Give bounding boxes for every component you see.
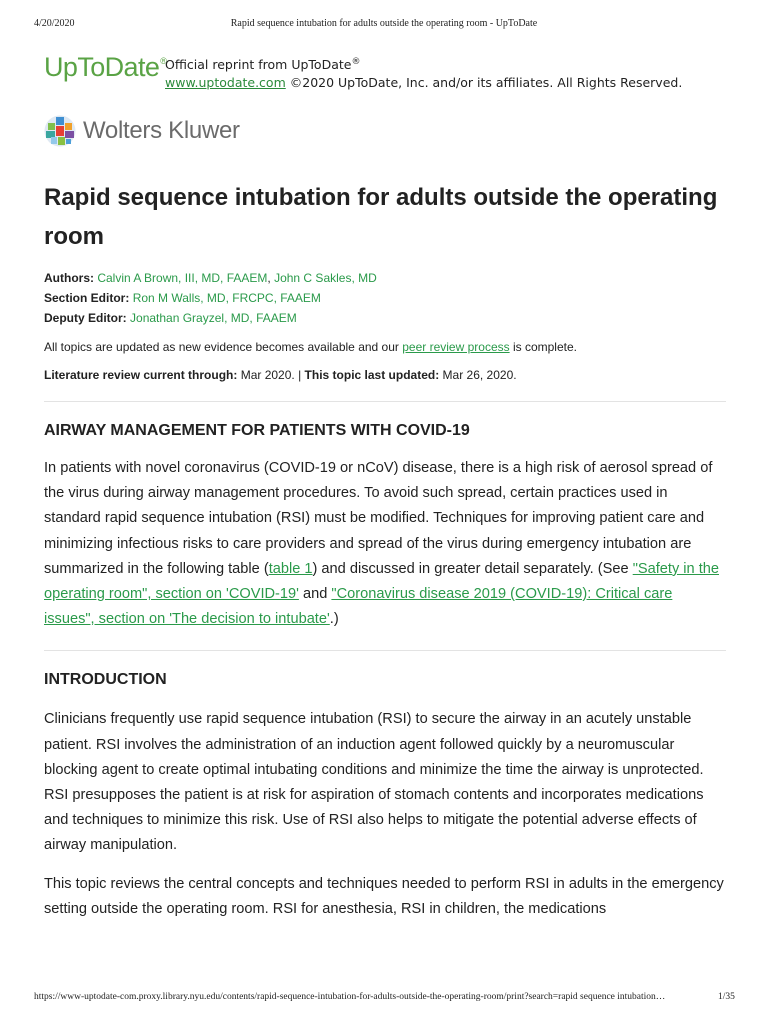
authors-label: Authors: xyxy=(44,271,94,285)
author-link[interactable]: Calvin A Brown, III, MD, FAAEM xyxy=(97,271,268,285)
safety-or-link[interactable]: "Safety in the operating room", section on 'COVID-19' xyxy=(44,560,719,603)
section-editor-label: Section Editor: xyxy=(44,291,130,305)
section-editor-row xyxy=(44,288,726,308)
print-footer xyxy=(0,992,768,1006)
print-url: https://www-uptodate-com.proxy.library.nyu.edu/contents/rapid-sequence-intubation-for-adults-outside-the-operating-room/print?search=rapid sequence intubation… xyxy=(34,992,666,1002)
print-page-title: Rapid sequence intubation for adults outside the operating room - UpToDate xyxy=(230,18,538,29)
section-heading-introduction: INTRODUCTION xyxy=(44,671,167,689)
table-1-link[interactable]: table 1 xyxy=(268,560,313,577)
covid-paragraph xyxy=(44,456,726,632)
divider xyxy=(44,401,726,402)
authors-row: Authors: Calvin A Brown, III, MD, FAAEM, John C Sakles, MD xyxy=(44,271,377,285)
article-credits xyxy=(44,268,726,328)
covid-critical-care-link[interactable]: "Coronavirus disease 2019 (COVID-19): Critical care issues", section on 'The decision to intubate' xyxy=(44,586,673,628)
covid-text: ) and discussed in greater detail separately. (See xyxy=(312,560,633,577)
deputy-editor-link[interactable]: Jonathan Grayzel, MD, FAAEM xyxy=(130,311,297,325)
update-note xyxy=(44,337,726,357)
intro-paragraph: Clinicians frequently use rapid sequence intubation (RSI) to secure the airway in an acutely unstable patient. RSI involves the administration of an induction agent followed quickly by a neuromuscular blocking agent to create optimal intubating conditions and minimize the time the airway is unprotected. RSI presupposes the patient is at risk for aspiration of stomach contents and incorporates medications and techniques to minimize this risk. Use of RSI also helps to mitigate the potential adverse effects of airway manipulation. xyxy=(44,711,704,854)
update-note-text: All topics are updated as new evidence becomes available and our xyxy=(44,340,403,354)
copyright-text: ©2020 UpToDate, Inc. and/or its affiliates. All Rights Reserved. xyxy=(285,75,683,91)
last-updated-value: Mar 26, 2020. xyxy=(439,368,517,382)
peer-review-link[interactable]: peer review process xyxy=(402,340,510,354)
uptodate-site-link[interactable]: www.uptodate.com xyxy=(165,75,286,91)
covid-text: and xyxy=(298,586,332,603)
update-note-tail: is complete. xyxy=(509,340,577,354)
deputy-editor-row xyxy=(44,308,726,328)
reprint-mark: ® xyxy=(351,57,361,67)
article xyxy=(44,178,726,922)
author-link[interactable]: John C Sakles, MD xyxy=(274,271,377,285)
reprint-notice xyxy=(165,53,682,92)
last-updated-label: This topic last updated: xyxy=(304,368,440,382)
lit-review-label: Literature review current through: xyxy=(44,368,238,382)
divider xyxy=(44,650,726,651)
print-date: 4/20/2020 xyxy=(34,18,75,29)
covid-text: In patients with novel coronavirus (COVID-19 or nCoV) disease, there is a high risk of aerosol spread of the virus during airway management procedures. To avoid such spread, certain practices used in standard rapid sequence intubation (RSI) must be modified. Techniques for improving patient care and minimizing infectious risks to care providers and spread of the virus during emergency intubation are summarized in the following table ( xyxy=(44,460,713,577)
article-title: Rapid sequence intubation for adults outside the operating room xyxy=(44,184,718,250)
deputy-editor-label: Deputy Editor: xyxy=(44,311,127,325)
covid-text: .) xyxy=(329,611,339,628)
print-header xyxy=(0,18,768,32)
reprint-line: Official reprint from UpToDate xyxy=(165,57,352,73)
lit-review-value: Mar 2020. | xyxy=(237,368,305,382)
review-dates xyxy=(44,365,726,385)
intro-paragraph: This topic reviews the central concepts and techniques needed to perform RSI in adults in the emergency setting outside the operating room. RSI for anesthesia, RSI in children, the medications xyxy=(44,875,724,917)
uptodate-logo-mark: ® xyxy=(160,56,167,66)
section-heading-covid: AIRWAY MANAGEMENT FOR PATIENTS WITH COVID-19 xyxy=(44,422,470,439)
section-editor-link[interactable]: Ron M Walls, MD, FRCPC, FAAEM xyxy=(132,291,321,305)
wolters-kluwer-mosaic-icon xyxy=(44,115,76,147)
uptodate-logo-text: UpToDate xyxy=(44,52,160,82)
page-number: 1/35 xyxy=(718,992,735,1002)
publisher-name: Wolters Kluwer xyxy=(83,117,240,144)
